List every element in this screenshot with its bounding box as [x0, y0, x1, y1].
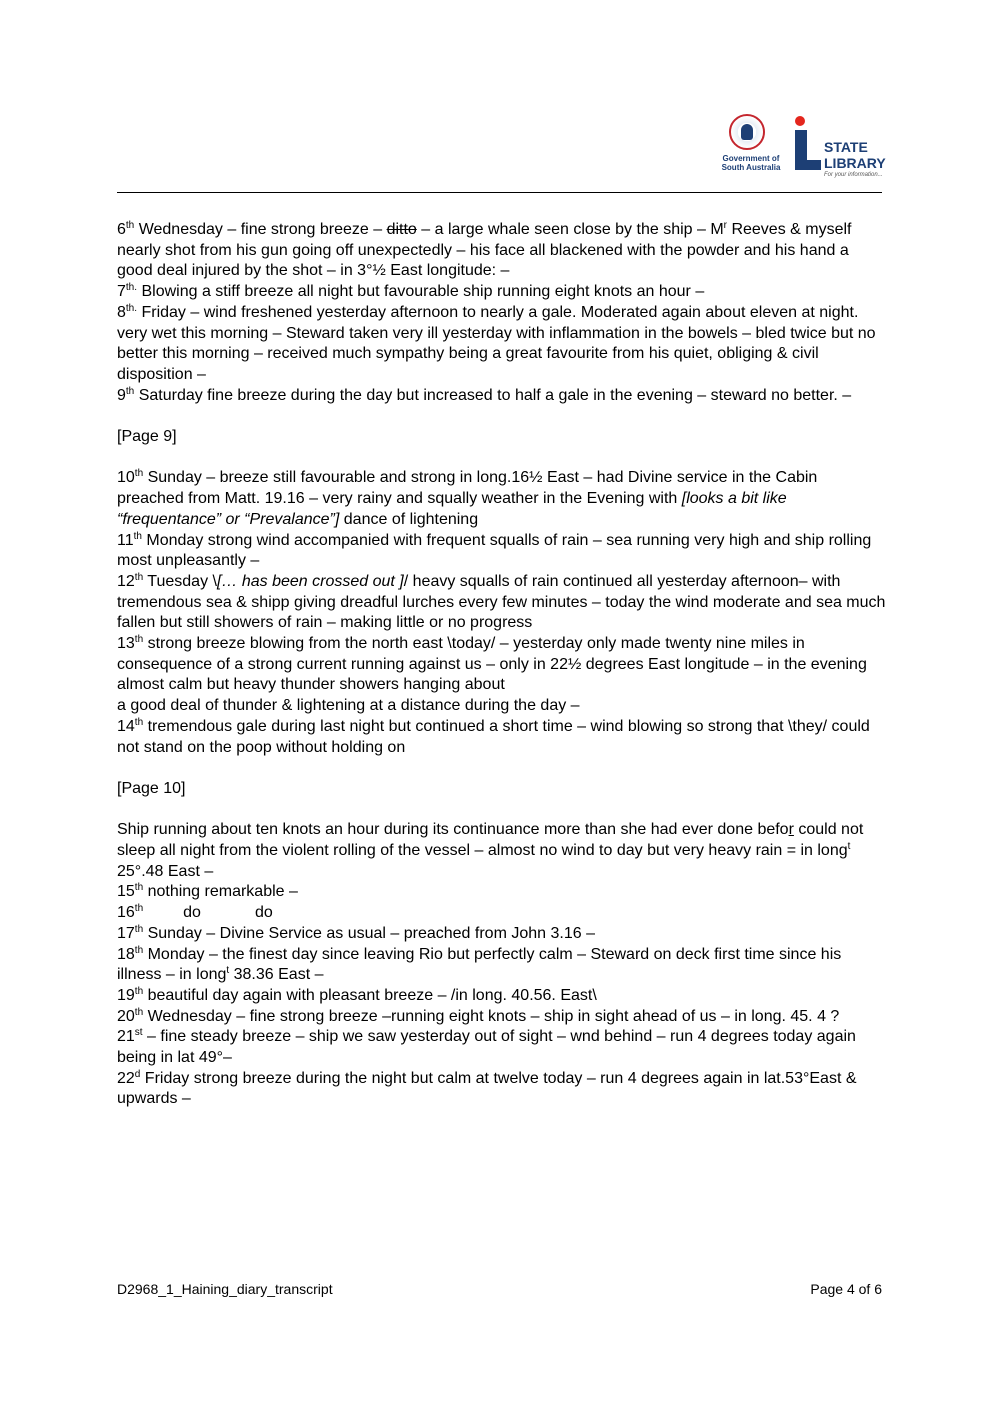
- header-rule: [117, 192, 882, 193]
- footer-page-number: Page 4 of 6: [810, 1281, 882, 1297]
- entry-14: 14th tremendous gale during last night but continued a short time – wind blowing so strong that \they/ could not stand on the poop without holding on: [117, 716, 870, 756]
- entry-18: 18th Monday – the finest day since leaving Rio but perfectly calm – Steward on deck first time since his illness – in long$^t$ 38.36 East –: [117, 944, 842, 984]
- page-10-text: Ship running about ten knots an hour during its continuance more than she had ever done befor could not sleep all night from the violent rolling of the vessel – almost no wind to day but very heavy rain = in long$^t$ 25°.48 East –: [117, 821, 864, 880]
- entry-9: 9th Saturday fine breeze during the day but increased to half a gale in the evening – steward no better. –: [117, 385, 852, 404]
- page-marker-10: [Page 10]: [117, 779, 186, 797]
- page-header: [117, 110, 886, 194]
- entry-16: 16th do do: [117, 903, 273, 922]
- editor-note: [looks a bit like “frequentance” or “Prevalance”]: [117, 490, 787, 528]
- logo-dot-icon: [795, 116, 805, 126]
- gov-logo-text: Government of South Australia: [721, 154, 781, 172]
- government-of-south-australia-logo: [713, 114, 779, 180]
- entry-12: 12th Tuesday \[… has been crossed out ]/ heavy squalls of rain continued all yesterday afternoon– with tremendous sea & shipp giving dreadful lurches every few minutes – today the wind moderate and sea much fallen but still showers of rain – making little or no progress: [117, 571, 886, 632]
- library-line1: STATE: [824, 139, 868, 155]
- footer-document-id: D2968_1_Haining_diary_transcript: [117, 1281, 333, 1297]
- entry-13: 13th strong breeze blowing from the north east \today/ – yesterday only made twenty nine miles in consequence of a strong current running against us – only in 22½ degrees East longitude – in the evening almost calm but heavy thunder showers hanging about: [117, 634, 867, 694]
- entry-19: 19th beautiful day again with pleasant breeze – /in long. 40.56. East\: [117, 985, 597, 1004]
- entry-6: 6th Wednesday – fine strong breeze – ditto – a large whale seen close by the ship – $M^r$ Reeves & myself nearly shot from his gun going off unexpectedly – his face all blackened with the powder and his hand a good deal injured by the shot – in 3°½ East longitude: –: [117, 220, 852, 280]
- struck-text: ditto: [386, 221, 417, 238]
- entry-21: 21st – fine steady breeze – ship we saw yesterday out of sight – wnd behind – run 4 degrees today again being in lat 49°–: [117, 1027, 856, 1067]
- diary-transcript: [117, 220, 887, 1110]
- entry-13-continued: a good deal of thunder & lightening at a distance during the day –: [117, 697, 580, 715]
- editor-note: [… has been crossed out ]: [216, 572, 404, 590]
- entry-11: 11th Monday strong wind accompanied with frequent squalls of rain – sea running very high and ship rolling most unpleasantly –: [117, 530, 872, 570]
- entry-17: 17th Sunday – Divine Service as usual – preached from John 3.16 –: [117, 923, 595, 942]
- entry-15: 15th nothing remarkable –: [117, 882, 298, 901]
- page-marker-9: [Page 9]: [117, 428, 177, 446]
- entry-22: 22$^d$ Friday strong breeze during the night but calm at twelve today – run 4 degrees again in lat.53°East & upwards –: [117, 1068, 857, 1108]
- entry-10: 10th Sunday – breeze still favourable and strong in long.16½ East – had Divine service in the Cabin preached from Matt. 19.16 – very rainy and squally weather in the Evening with [looks a bit like “frequentance” or “Prevalance”] dance of lightening: [117, 468, 818, 528]
- entry-20: 20th Wednesday – fine strong breeze –running eight knots – ship in sight ahead of us – in long. 45. 4 ?: [117, 1006, 840, 1025]
- entry-7: $7^{th.}$ Blowing a stiff breeze all night but favourable ship running eight knots an hour –: [117, 282, 705, 301]
- state-library-logo: [789, 116, 885, 182]
- library-line2: LIBRARY: [824, 155, 886, 171]
- crest-icon: [729, 114, 765, 150]
- library-tagline: For your information...: [824, 172, 883, 178]
- entry-8: $8^{th.}$ Friday – wind freshened yesterday afternoon to nearly a gale. Moderated again about eleven at night. very wet this morning – Steward taken very ill yesterday with inflammation in the bowels – bled twice but no better this morning – received much sympathy being a great favourite from his quiet, obliging & civil disposition –: [117, 302, 876, 383]
